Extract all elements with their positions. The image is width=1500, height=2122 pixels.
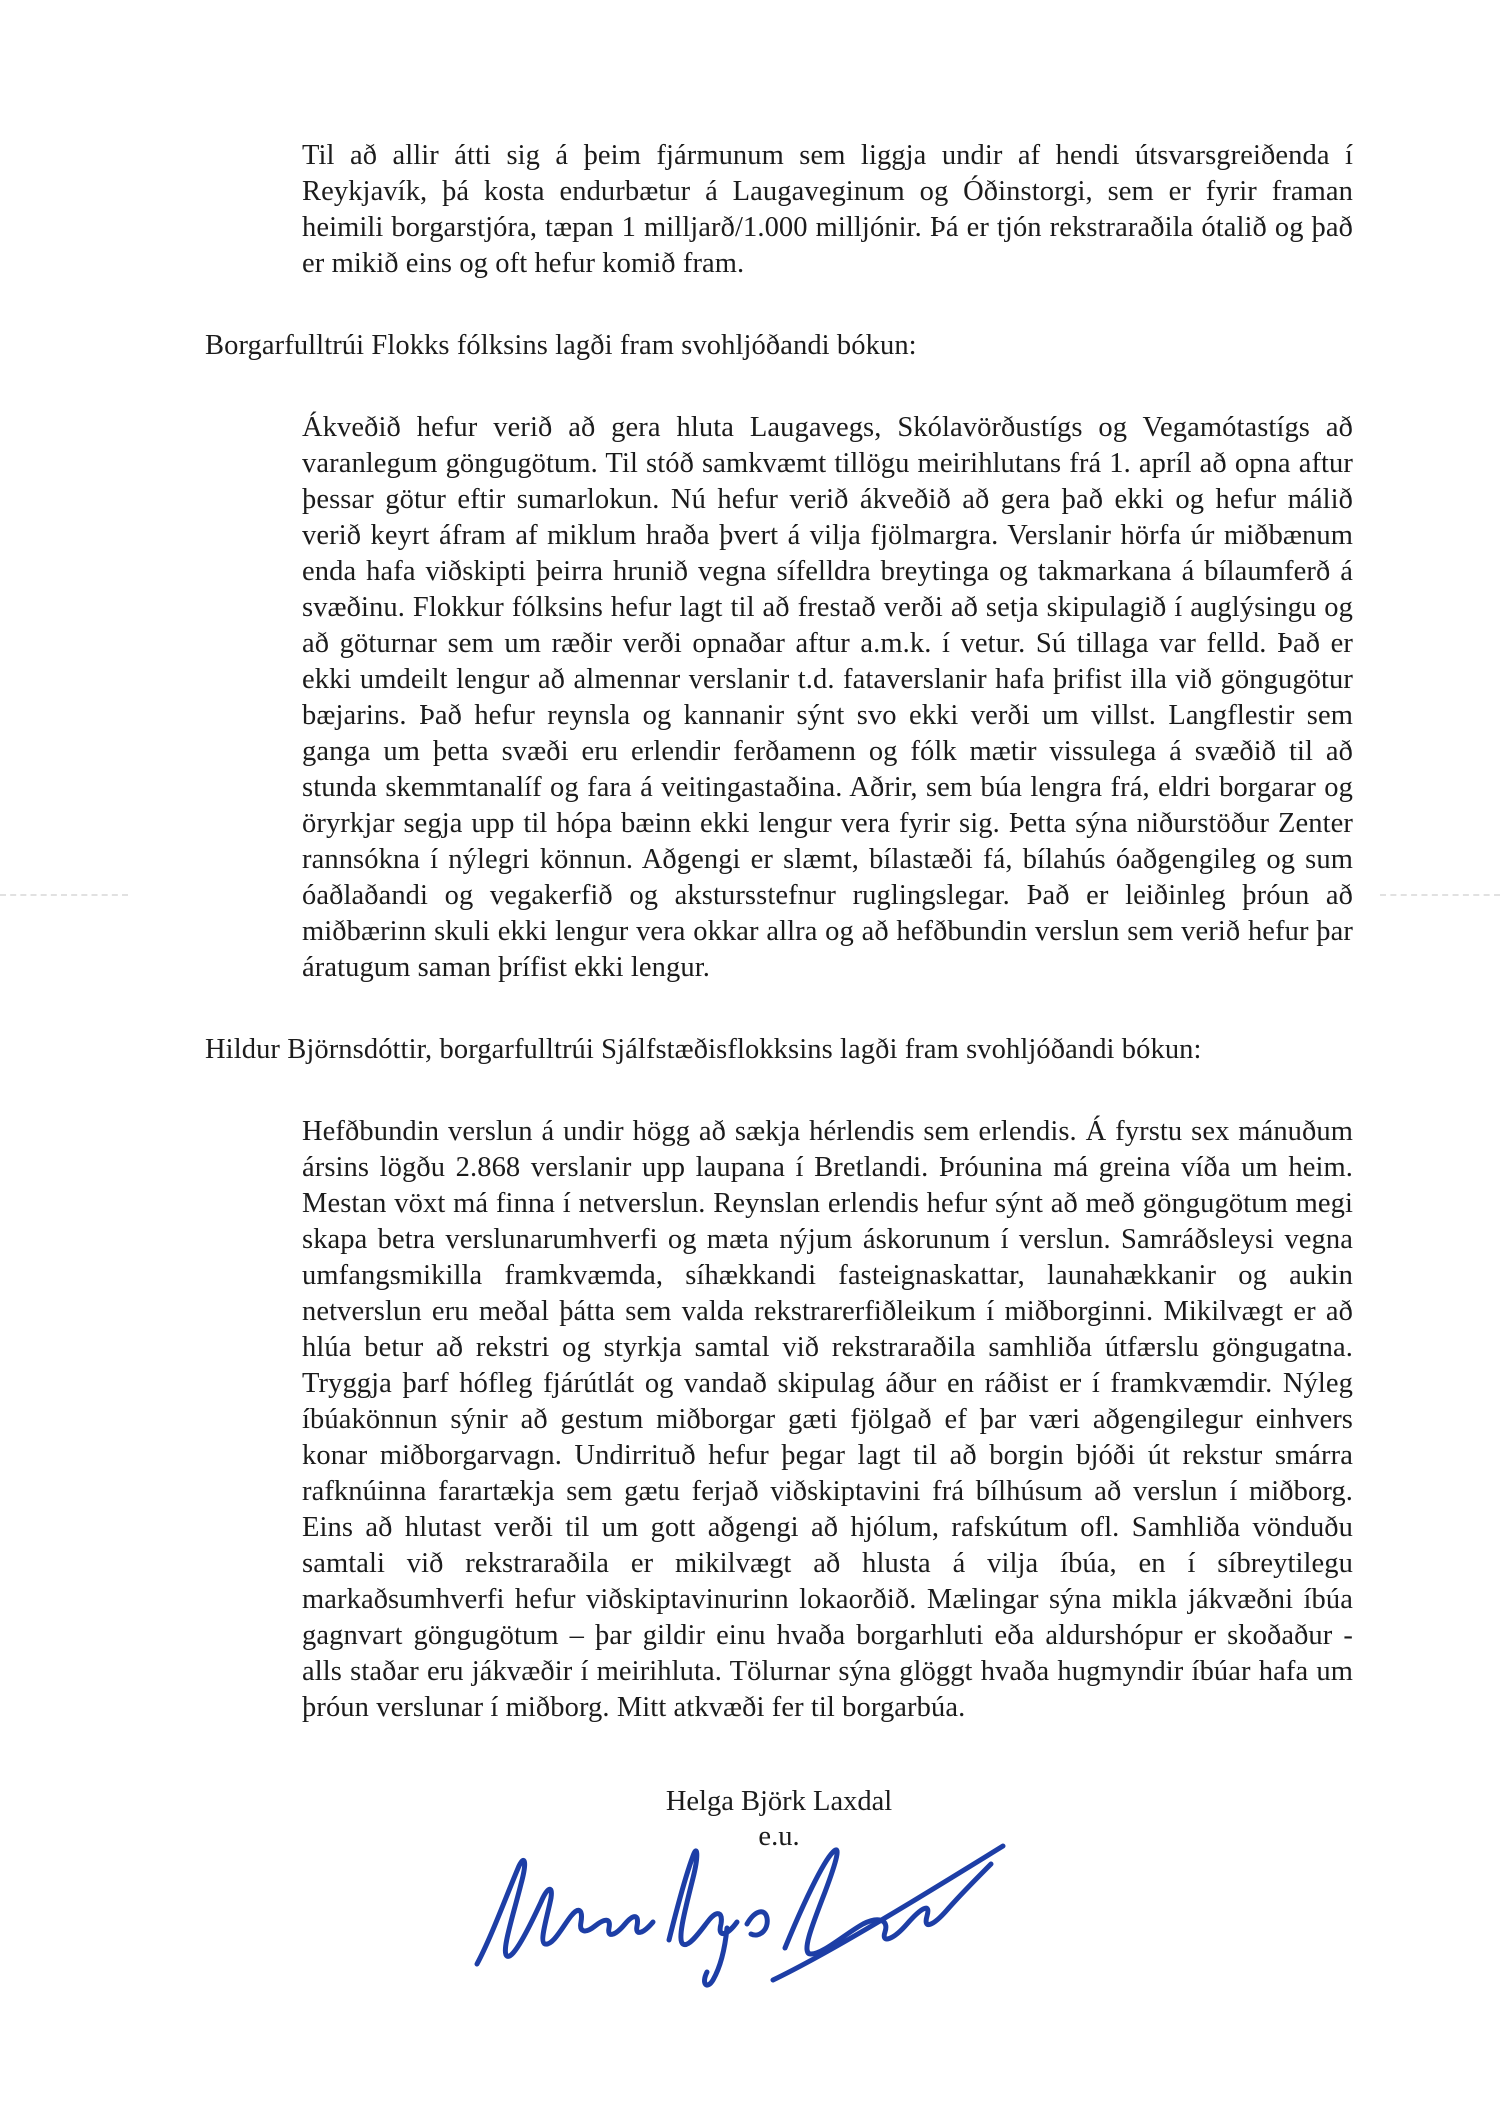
handwritten-signature	[455, 1832, 1015, 2002]
signatory-name: Helga Björk Laxdal	[665, 1786, 893, 1817]
paragraph-bokun-intro-sjalfstaedisflokkur: Hildur Björnsdóttir, borgarfulltrúi Sjálfstæðisflokksins lagði fram svohljóðandi bókun:	[205, 1034, 1202, 1065]
scan-artifact-right	[1380, 894, 1500, 896]
signature-block	[205, 1784, 1353, 2034]
document-body	[205, 138, 1353, 2034]
paragraph-intro: Til að allir átti sig á þeim fjármunum sem liggja undir af hendi útsvarsgreiðenda í Reykjavík, þá kosta endurbætur á Laugaveginum og Óðinstorgi, sem er fyrir framan heimili borgarstjóra, tæpan 1 milljarð/1.000 milljónir. Þá er tjón rekstraraðila ótalið og það er mikið eins og oft hefur komið fram.	[302, 140, 1353, 279]
scan-artifact-left	[0, 894, 128, 896]
paragraph-bokun-sjalfstaedisflokkur: Hefðbundin verslun á undir högg að sækja hérlendis sem erlendis. Á fyrstu sex mánuðum ársins lögðu 2.868 verslanir upp laupana í Bretlandi. Þróunina má greina víða um heim. Mestan vöxt má finna í netverslun. Reynslan erlendis hefur sýnt að með göngugötum megi skapa betra verslunarumhverfi og mæta nýjum áskorunum í verslun. Samráðsleysi vegna umfangsmikilla framkvæmda, síhækkandi fasteignaskattar, launahækkanir og aukin netverslun eru meðal þátta sem valda rekstrarerfiðleikum í miðborginni. Mikilvægt er að hlúa betur að rekstri og styrkja samtal við rekstraraðila samhliða útfærslu göngugatna. Tryggja þarf hófleg fjárútlát og vandað skipulag áður en ráðist er í framkvæmdir. Nýleg íbúakönnun sýnir að gestum miðborgar gæti fjölgað ef þar væri aðgengilegur einhvers konar miðborgarvagn. Undirrituð hefur þegar lagt til að borgin bjóði út rekstur smárra rafknúinna farartækja sem gætu ferjað viðskiptavini frá bílhúsum að verslun í miðborg. Eins að hlutast verði til um gott aðgengi að hjólum, rafskútum ofl. Samhliða vönduðu samtali við rekstraraðila er mikilvægt að hlusta á vilja íbúa, en í síbreytilegu markaðsumhverfi hefur viðskiptavinurinn lokaorðið. Mælingar sýna mikla jákvæðni íbúa gagnvart göngugötum – þar gildir einu hvaða borgarhluti eða aldurshópur er skoðaður - alls staðar eru jákvæðir í meirihluta. Tölurnar sýna glöggt hvaða hugmyndir íbúar hafa um þróun verslunar í miðborg. Mitt atkvæði fer til borgarbúa.	[302, 1116, 1353, 1723]
signatory-title: e.u.	[758, 1821, 800, 1852]
paragraph-bokun-flokkur-folksins: Ákveðið hefur verið að gera hluta Laugavegs, Skólavörðustígs og Vegamótastígs að varanlegum göngugötum. Til stóð samkvæmt tillögu meirihlutans frá 1. apríl að opna aftur þessar götur eftir sumarlokun. Nú hefur verið ákveðið að gera það ekki og hefur málið verið keyrt áfram af miklum hraða þvert á vilja fjölmargra. Verslanir hörfa úr miðbænum enda hafa viðskipti þeirra hrunið vegna sífelldra breytinga og takmarkana á bílaumferð á svæðinu. Flokkur fólksins hefur lagt til að frestað verði að setja skipulagið í auglýsingu og að göturnar sem um ræðir verði opnaðar aftur a.m.k. í vetur. Sú tillaga var felld. Það er ekki umdeilt lengur að almennar verslanir t.d. fataverslanir hafa þrifist illa við göngugötur bæjarins. Það hefur reynsla og kannanir sýnt svo ekki verði um villst. Langflestir sem ganga um þetta svæði eru erlendir ferðamenn og fólk mætir vissulega á svæðið til að stunda skemmtanalíf og fara á veitingastaðina. Aðrir, sem búa lengra frá, eldri borgarar og öryrkjar segja upp til hópa bæinn ekki lengur vera fyrir sig. Þetta sýna niðurstöður Zenter rannsókna í nýlegri könnun. Aðgengi er slæmt, bílastæði fá, bílahús óaðgengileg og sum óaðlaðandi og vegakerfið og akstursstefnur ruglingslegar. Það er leiðinleg þróun að miðbærinn skuli ekki lengur vera okkar allra og að hefðbundin verslun sem verið hefur þar áratugum saman þrífist ekki lengur.	[302, 412, 1353, 983]
paragraph-bokun-intro-flokkur-folksins: Borgarfulltrúi Flokks fólksins lagði fram svohljóðandi bókun:	[205, 330, 917, 361]
